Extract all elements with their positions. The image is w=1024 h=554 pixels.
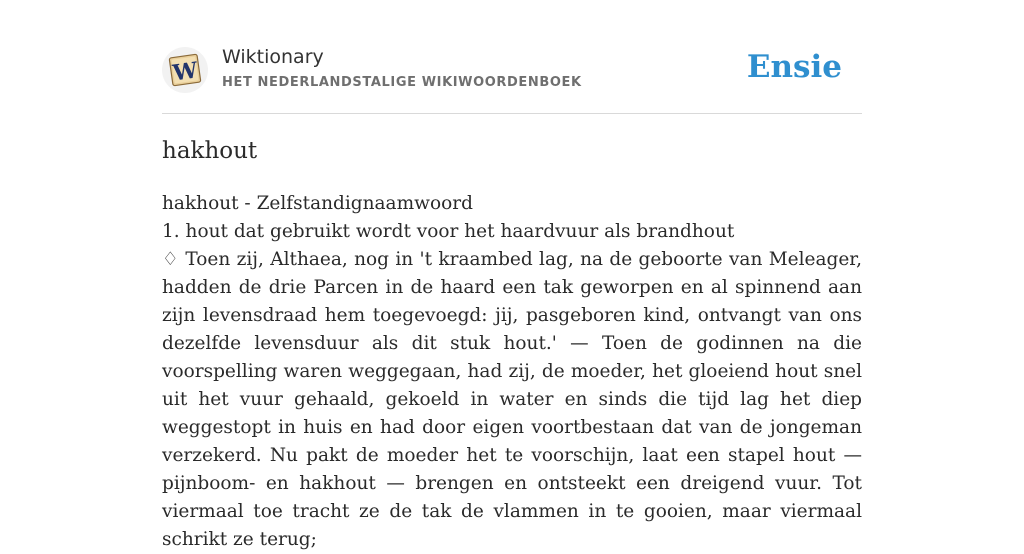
wiktionary-logo-icon[interactable] xyxy=(162,47,208,93)
entry-example: ♢ Toen zij, Althaea, nog in 't kraambed lag, na de geboorte van Meleager, hadden de drie Parcen in de haard een tak geworpen en al spinnend aan zijn levensdraad hem toegevoegd: jij, pasgeboren kind, ontvangt van ons dezelfde levensduur als dit stuk hout.' — Toen de godinnen na die voorspelling waren weggegaan, had zij, de moeder, het gloeiend hout snel uit het vuur gehaald, gekoeld in water en sinds die tijd lag het diep weggestopt in huis en had door eigen voortbestaan dat van de jongeman verzekerd. Nu pakt de moeder het te voorschijn, laat een stapel hout —pijnboom- en hakhout — brengen en ontsteekt een dreigend vuur. Tot viermaal toe tracht ze de tak de vlammen in te gooien, maar viermaal schrikt ze terug; xyxy=(162,249,862,550)
entry-headline: hakhout - Zelfstandignaamwoord xyxy=(162,193,473,214)
logo-letter: W xyxy=(171,57,200,87)
entry-definition: 1. hout dat gebruikt wordt voor het haardvuur als brandhout xyxy=(162,221,735,242)
ensie-brand-logo[interactable]: Ensie xyxy=(746,49,842,85)
entry-content xyxy=(162,190,862,554)
page-title: hakhout xyxy=(162,138,258,164)
site-name[interactable]: Wiktionary xyxy=(222,46,324,68)
site-header xyxy=(162,0,862,114)
site-tagline: HET NEDERLANDSTALIGE WIKIWOORDENBOEK xyxy=(222,75,582,90)
page xyxy=(162,0,862,550)
